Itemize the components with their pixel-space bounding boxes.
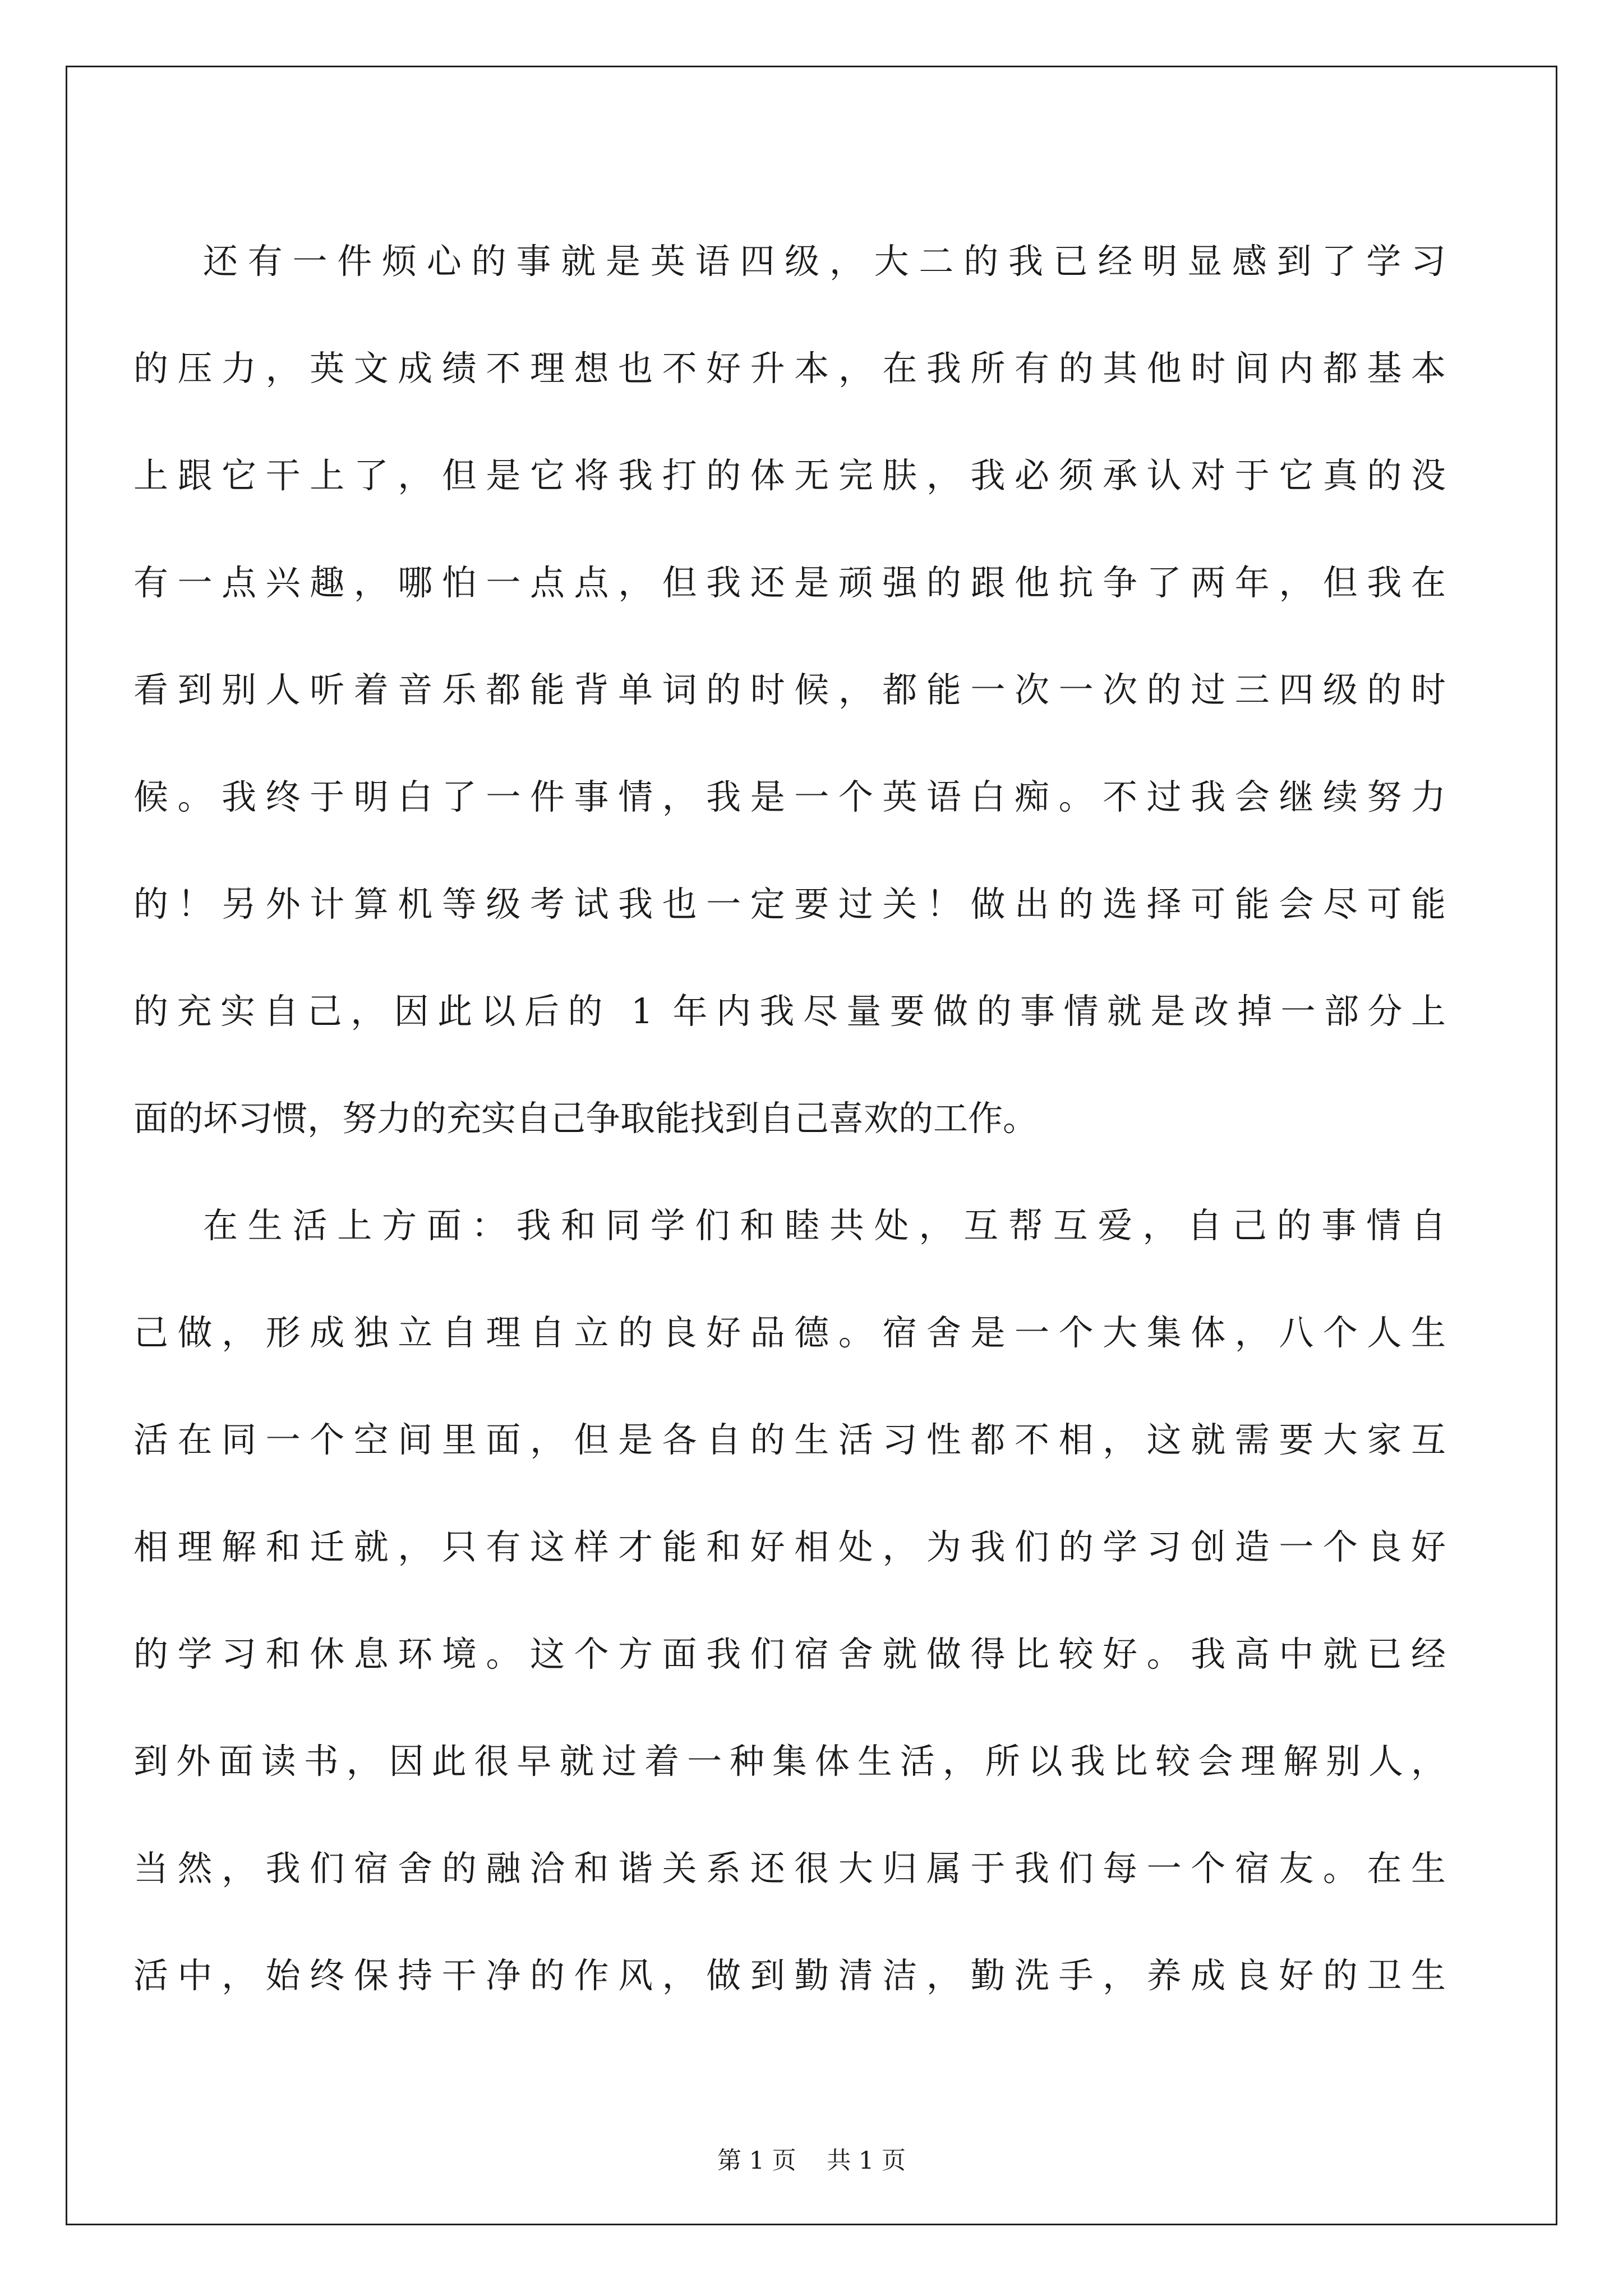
page-number-footer: 第 1 页 共 1 页 bbox=[717, 2147, 906, 2175]
text-line-16: 当然，我们宿舍的融洽和谐关系还很大归属于我们每一个宿友。在生 bbox=[133, 1848, 1446, 1889]
text-line-17: 活中，始终保持干净的作风，做到勤清洁，勤洗手，养成良好的卫生 bbox=[133, 1955, 1446, 1996]
text-line-9: 面的坏习惯，努力的充实自己争取能找到自己喜欢的工作。 bbox=[133, 1098, 1038, 1139]
text-line-7: 的！另外计算机等级考试我也一定要过关！做出的选择可能会尽可能 bbox=[133, 884, 1446, 924]
text-line-2: 的压力，英文成绩不理想也不好升本，在我所有的其他时间内都基本 bbox=[133, 348, 1446, 389]
text-line-1: 还有一件烦心的事就是英语四级，大二的我已经明显感到了学习 bbox=[203, 241, 1446, 282]
text-line-8: 的充实自己，因此以后的 1 年内我尽量要做的事情就是改掉一部分上 bbox=[133, 991, 1446, 1032]
text-line-10: 在生活上方面：我和同学们和睦共处，互帮互爱，自己的事情自 bbox=[203, 1205, 1446, 1246]
text-line-5: 看到别人听着音乐都能背单词的时候，都能一次一次的过三四级的时 bbox=[133, 669, 1446, 710]
text-line-4: 有一点兴趣，哪怕一点点，但我还是顽强的跟他抗争了两年，但我在 bbox=[133, 562, 1446, 603]
text-line-14: 的学习和休息环境。这个方面我们宿舍就做得比较好。我高中就已经 bbox=[133, 1634, 1446, 1674]
text-line-15: 到外面读书，因此很早就过着一种集体生活，所以我比较会理解别人， bbox=[133, 1741, 1446, 1782]
text-line-13: 相理解和迁就，只有这样才能和好相处，为我们的学习创造一个良好 bbox=[133, 1526, 1446, 1567]
document-body bbox=[133, 208, 1446, 2029]
text-line-12: 活在同一个空间里面，但是各自的生活习性都不相，这就需要大家互 bbox=[133, 1419, 1446, 1460]
text-line-11: 己做，形成独立自理自立的良好品德。宿舍是一个大集体，八个人生 bbox=[133, 1312, 1446, 1353]
text-line-3: 上跟它干上了，但是它将我打的体无完肤，我必须承认对于它真的没 bbox=[133, 455, 1446, 496]
text-line-6: 候。我终于明白了一件事情，我是一个英语白痴。不过我会继续努力 bbox=[133, 776, 1446, 817]
